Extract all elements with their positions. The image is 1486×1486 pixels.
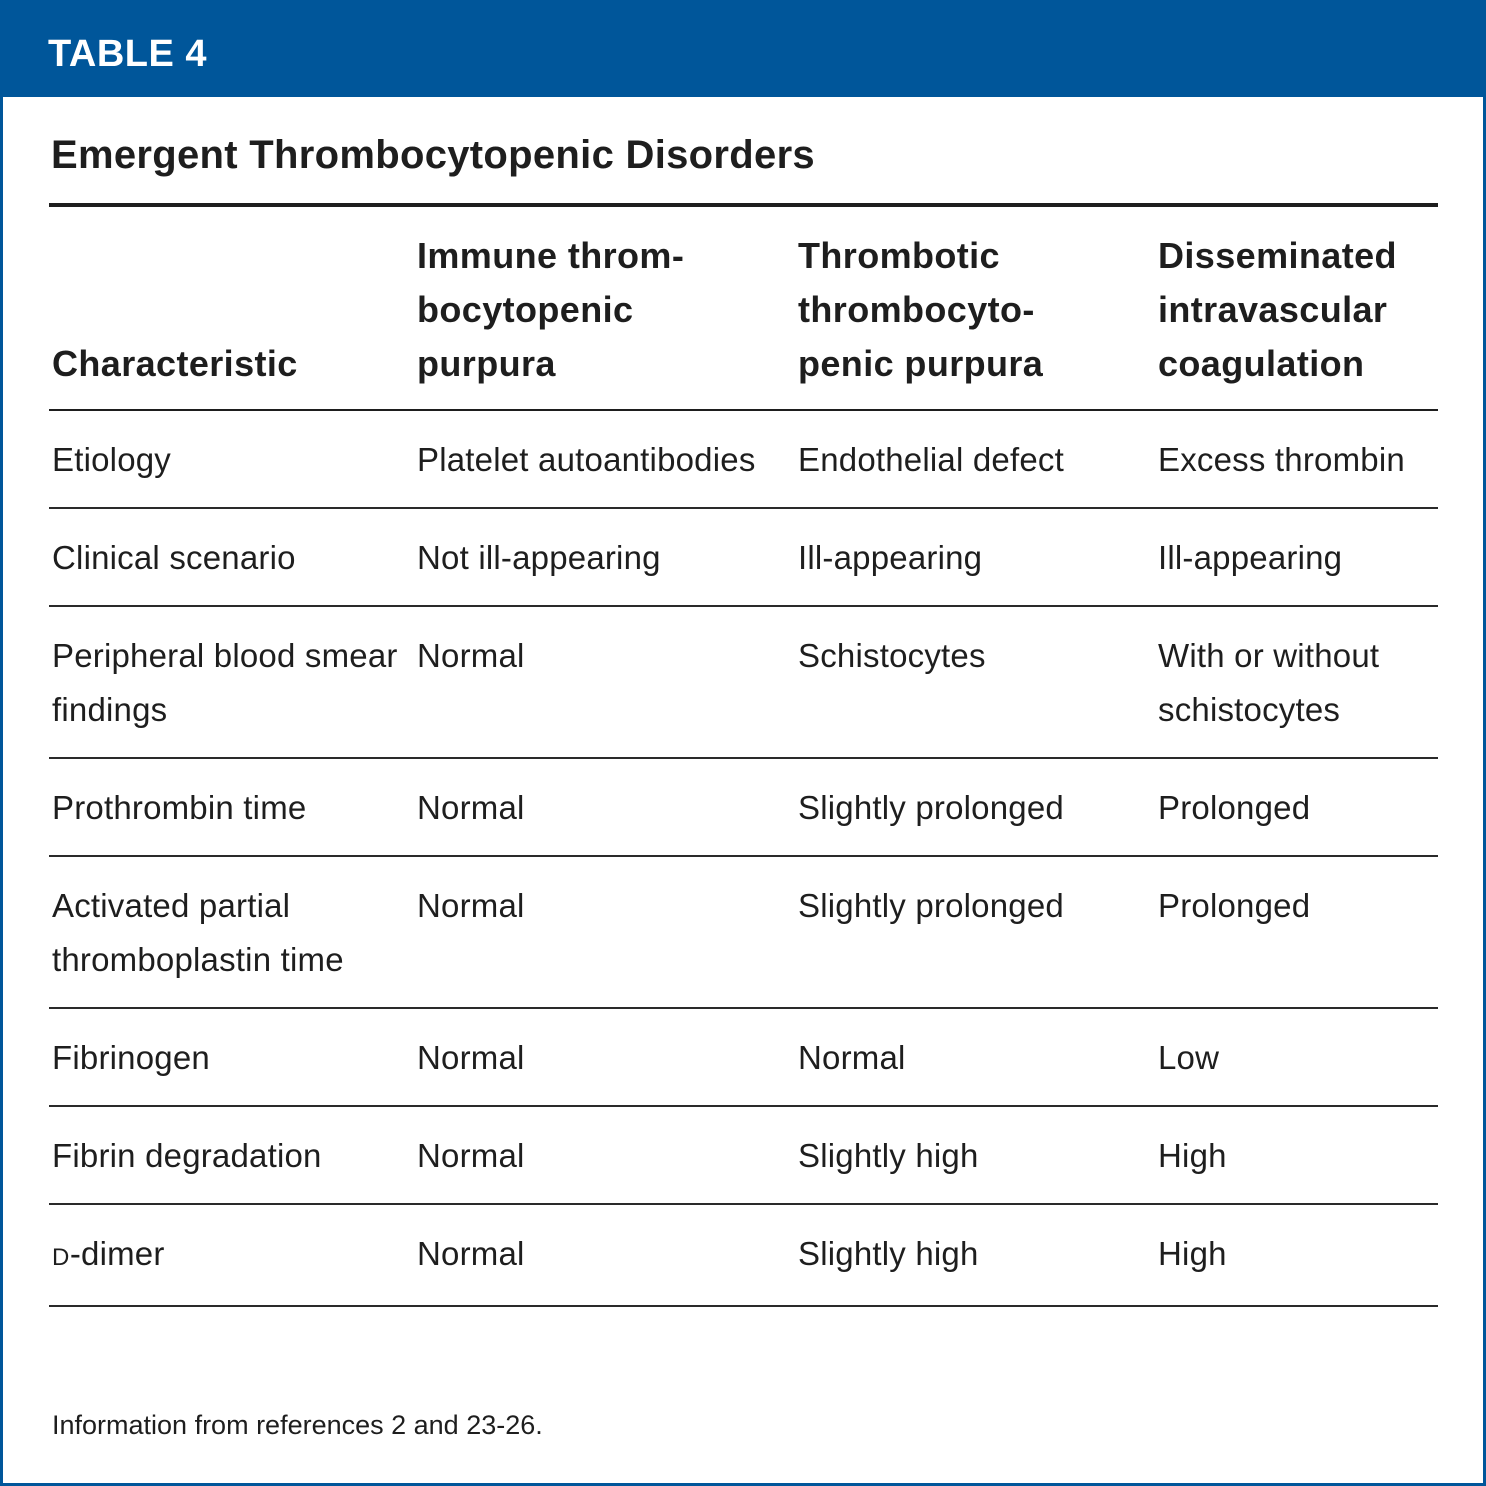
characteristic-rest: -dimer [69,1235,165,1272]
cell-itp: Normal [417,887,525,924]
source-footnote: Information from references 2 and 23-26. [52,1410,543,1440]
table-header [49,205,1438,410]
cell-characteristic: Clinical scenario [52,539,296,576]
cell-ttp: Ill-appearing [798,539,983,576]
header-row [49,205,1438,410]
cell-itp: Normal [417,1235,525,1272]
cell-ttp: Normal [798,1039,906,1076]
table-row [49,758,1438,856]
cell-characteristic: Etiology [52,441,172,478]
cell-ttp: Slightly high [798,1137,979,1174]
header-line: Disseminated [1158,235,1397,276]
cell-itp: Not ill-appearing [417,539,661,576]
table-row [49,606,1438,758]
cell-ttp: Endothelial defect [798,441,1064,478]
cell-dic: Prolonged [1158,789,1311,826]
table-container [49,203,1438,1307]
cell-itp: Normal [417,1039,525,1076]
cell-dic: High [1158,1137,1227,1174]
header-ttp [795,205,1155,410]
comparison-table [49,203,1438,1307]
table-title: Emergent Thrombocytopenic Disorders [51,133,815,177]
table-body [49,410,1438,1306]
small-cap-prefix: D [52,1244,70,1271]
table-row [49,410,1438,508]
table-banner [3,3,1483,97]
header-itp [414,205,795,410]
header-dic [1155,205,1438,410]
table-row [49,1106,1438,1204]
cell-characteristic: Activated partial thromboplastin time [52,887,344,978]
header-characteristic [49,205,414,410]
table-row [49,856,1438,1008]
cell-itp: Normal [417,1137,525,1174]
header-line: penic purpura [798,343,1044,384]
header-line: Immune throm- [417,235,685,276]
header-line: purpura [417,343,556,384]
cell-characteristic: Prothrombin time [52,789,307,826]
cell-dic: Excess thrombin [1158,441,1405,478]
cell-characteristic: Peripheral blood smear findings [52,637,398,728]
cell-itp: Platelet autoantibodies [417,441,756,478]
cell-dic: With or without schistocytes [1158,637,1380,728]
cell-dic: Low [1158,1039,1220,1076]
cell-dic: Ill-appearing [1158,539,1343,576]
header-line: intravascular [1158,289,1388,330]
table-row [49,1008,1438,1106]
cell-ttp: Schistocytes [798,637,986,674]
cell-dic: High [1158,1235,1227,1272]
header-line: thrombocyto- [798,289,1035,330]
header-line: bocytopenic [417,289,634,330]
header-line: Thrombotic [798,235,1000,276]
cell-itp: Normal [417,637,525,674]
table-row [49,1204,1438,1306]
cell-itp: Normal [417,789,525,826]
table-number-label: TABLE 4 [48,33,208,75]
header-line: coagulation [1158,343,1365,384]
cell-characteristic [49,1204,414,1306]
cell-ttp: Slightly prolonged [798,789,1064,826]
cell-characteristic: Fibrin degradation [52,1137,322,1174]
header-line: Characteristic [52,343,298,384]
cell-characteristic: Fibrinogen [52,1039,210,1076]
table-row [49,508,1438,606]
cell-ttp: Slightly high [798,1235,979,1272]
cell-dic: Prolonged [1158,887,1311,924]
cell-ttp: Slightly prolonged [798,887,1064,924]
